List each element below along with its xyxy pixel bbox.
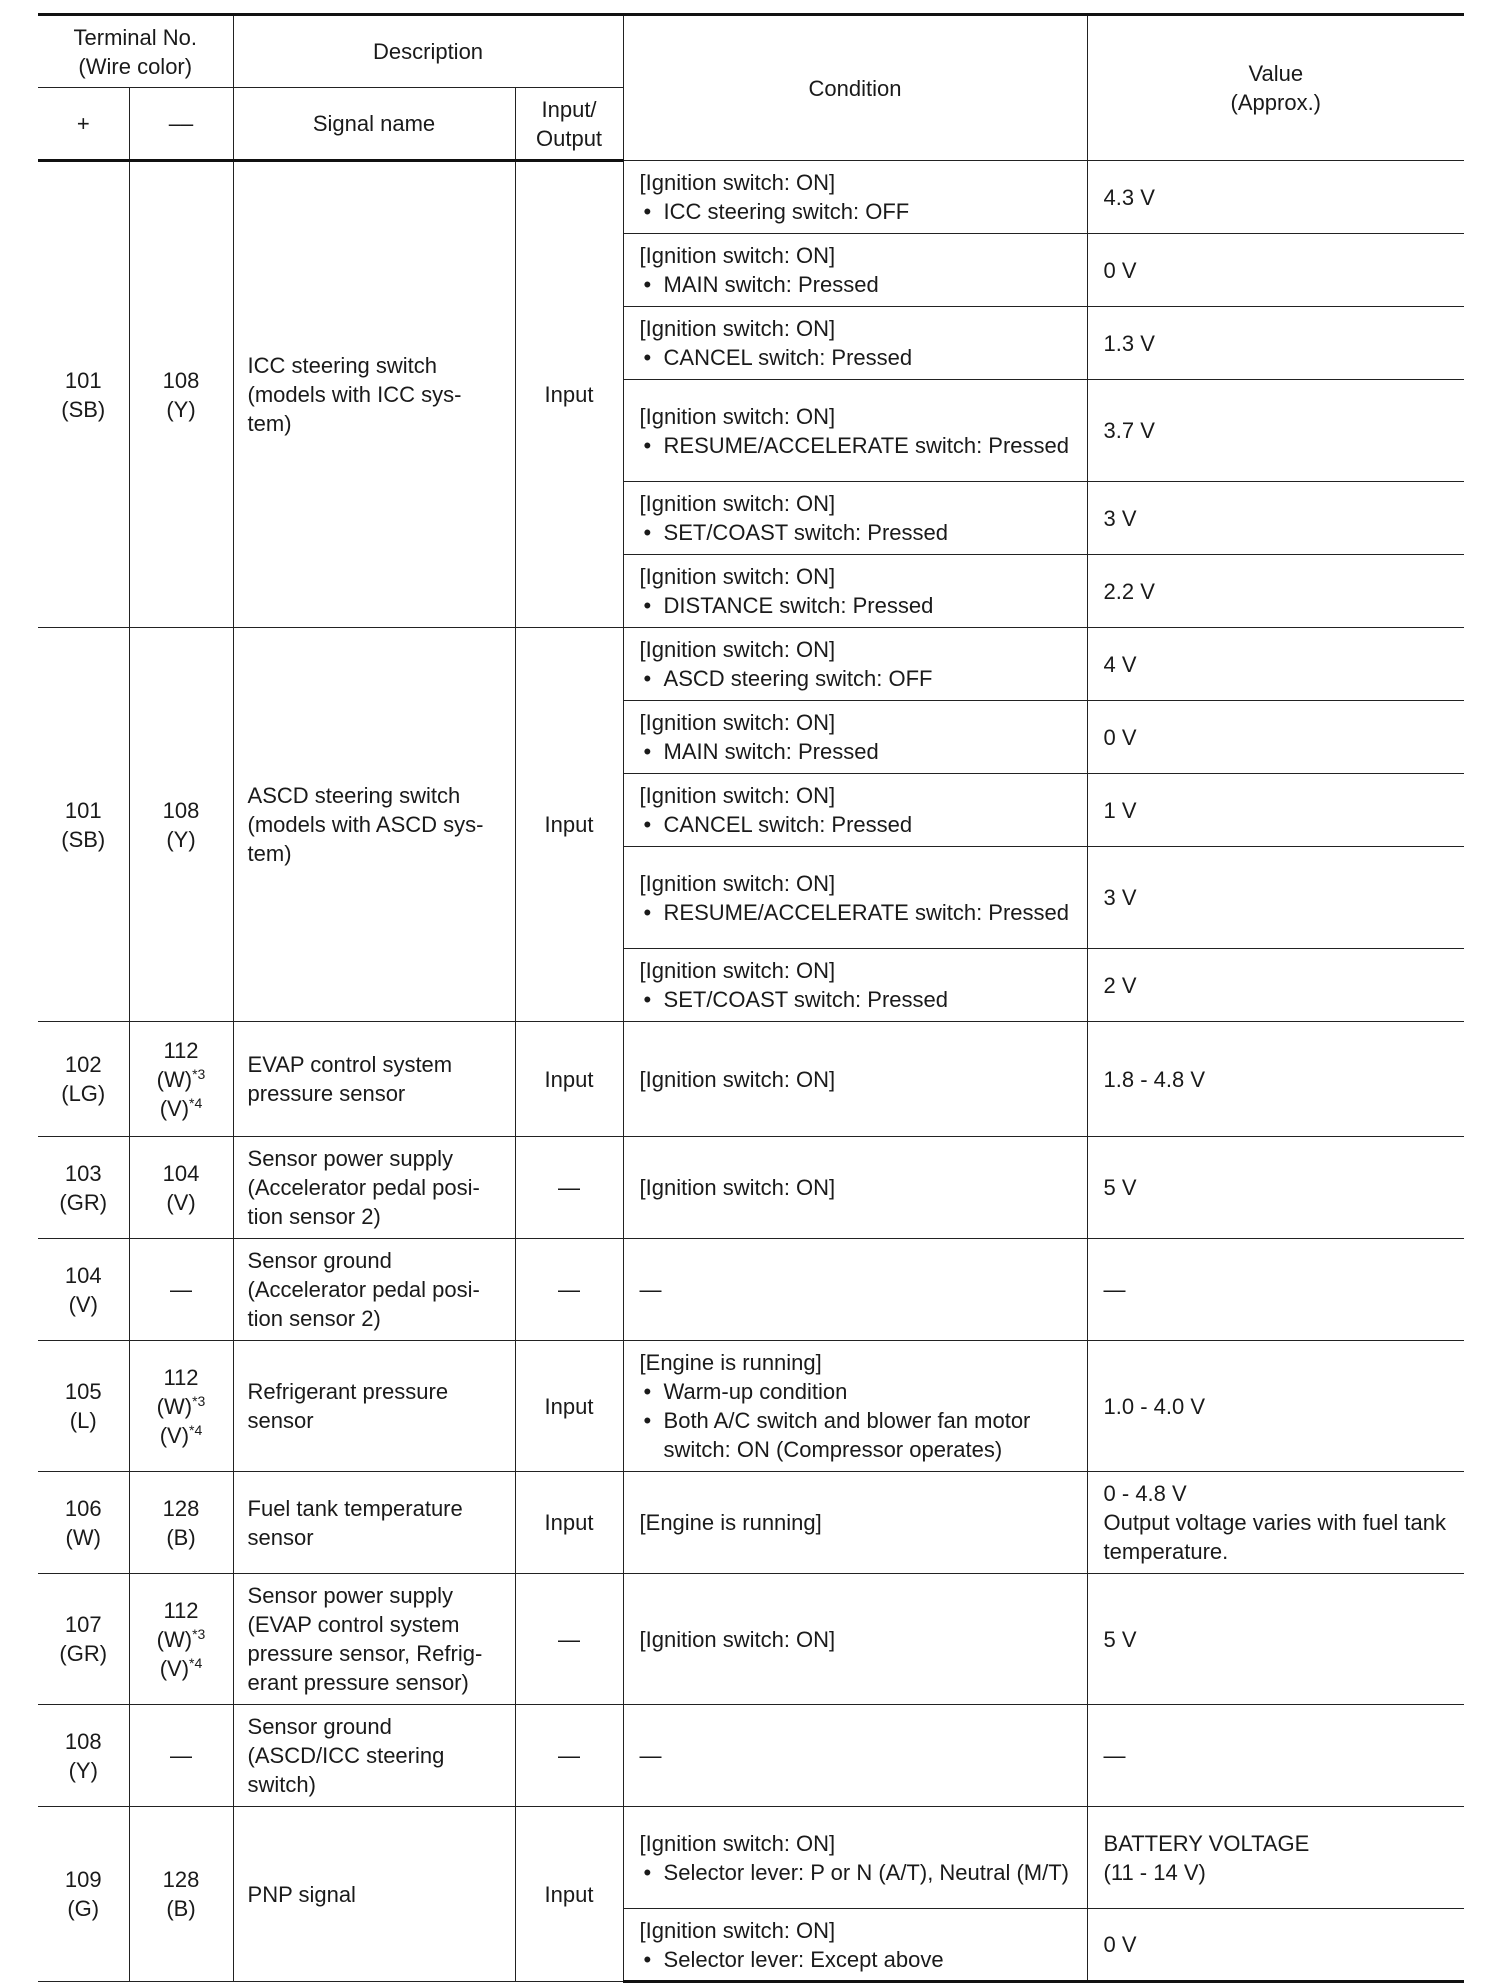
condition-head: [Ignition switch: ON] [639,1917,836,1943]
signal-name [233,1341,515,1472]
io-type: — [515,1705,623,1807]
table-row [38,1705,1464,1807]
table-row [38,1137,1464,1239]
value-cell: 4 V [1087,628,1464,701]
terminal-number: 102 [64,1052,102,1077]
terminal-number: 106 [64,1495,102,1521]
condition-head: [Ignition switch: ON] [639,637,836,662]
signal-name [233,1137,515,1239]
signal-line: Sensor power supply [247,1583,453,1608]
condition-item: • Warm-up condition [640,1377,1079,1406]
condition-cell [623,1341,1087,1472]
wire-color-v: (V) [159,1095,190,1121]
table-row [38,161,1464,234]
value-cell: 3 V [1087,847,1464,949]
signal-name [233,1705,515,1807]
value-cell: 3 V [1087,482,1464,555]
plus-terminal [38,628,129,1022]
value-cell [1087,1807,1464,1909]
wire-color: (W) [65,1524,101,1550]
signal-line: EVAP control system [247,1052,453,1077]
wire-color: (GR) [59,1189,108,1215]
value-cell: 3.7 V [1087,380,1464,482]
signal-name [233,161,515,628]
value-line: BATTERY VOLTAGE [1103,1830,1310,1856]
condition-cell: [Engine is running] [623,1472,1087,1574]
condition-cell: — [623,1239,1087,1341]
header-description: Description [233,15,623,88]
condition-cell [623,628,1087,701]
footnote-ref: *4 [189,1094,203,1111]
condition-head: [Engine is running] [639,1350,822,1375]
wire-color: (SB) [61,826,106,852]
minus-terminal [129,628,233,1022]
minus-terminal [129,1341,233,1472]
condition-head: [Ignition switch: ON] [639,958,836,983]
wire-color: (B) [166,1524,196,1550]
value-cell: 5 V [1087,1574,1464,1705]
value-cell: — [1087,1239,1464,1341]
signal-line: tion sensor 2) [247,1204,381,1229]
signal-line: Sensor power supply [247,1146,453,1171]
signal-line: Fuel tank temperature [247,1495,463,1521]
wire-color: (B) [166,1896,196,1921]
signal-name [233,1472,515,1574]
condition-head: [Ignition switch: ON] [639,403,836,429]
wire-color-w: (W) [156,1626,193,1652]
header-input-output [515,88,623,161]
signal-name [233,1022,515,1137]
condition-item: • ICC steering switch: OFF [640,197,1079,226]
value-note: Output voltage varies with fuel tank temperature. [1103,1510,1446,1564]
signal-line: tem) [247,841,292,866]
minus-terminal [129,1574,233,1705]
wire-color: (V) [68,1291,98,1317]
signal-line: (ASCD/ICC steering [247,1743,445,1768]
wire-color: (Y) [166,826,196,852]
condition-item: • SET/COAST switch: Pressed [640,985,1079,1014]
minus-terminal [129,1807,233,1982]
footnote-ref: *4 [189,1654,203,1671]
condition-cell [623,701,1087,774]
signal-line: Sensor ground [247,1714,392,1739]
condition-cell [623,482,1087,555]
header-io-line-1: Input/ [541,96,597,122]
value-cell: — [1087,1705,1464,1807]
condition-head: [Ignition switch: ON] [639,243,836,268]
header-terminal-no-label: Terminal No. [73,24,197,50]
plus-terminal [38,1022,129,1137]
condition-head: [Ignition switch: ON] [639,1830,836,1856]
wire-color [134,1625,229,1654]
signal-line: sensor [247,1524,314,1550]
header-value-approx-label: (Approx.) [1230,90,1322,115]
wire-color [134,1421,229,1450]
condition-cell [623,949,1087,1022]
wire-color [134,1654,229,1683]
condition-item: • Selector lever: Except above [640,1945,1079,1974]
condition-head: [Ignition switch: ON] [639,710,836,735]
header-value [1087,15,1464,161]
footnote-ref: *4 [189,1421,203,1438]
signal-line: tem) [247,411,292,436]
value-cell [1087,1472,1464,1574]
table-row [38,1472,1464,1574]
value-cell: 1.3 V [1087,307,1464,380]
condition-item: • CANCEL switch: Pressed [640,343,1079,372]
table-row [38,1022,1464,1137]
terminal-number: 104 [64,1262,102,1288]
condition-cell [623,380,1087,482]
wire-color-v: (V) [159,1422,190,1448]
signal-line: pressure sensor, Refrig- [247,1641,483,1666]
terminal-number: 108 [64,1728,102,1754]
condition-cell: [Ignition switch: ON] [623,1022,1087,1137]
condition-item: • MAIN switch: Pressed [640,737,1079,766]
wire-color-w: (W) [156,1066,193,1092]
terminal-number: 108 [162,797,200,823]
minus-terminal: — [129,1239,233,1341]
wire-color [134,1065,229,1094]
terminal-number: 128 [162,1867,200,1892]
table-row [38,1807,1464,1909]
io-type: Input [515,1022,623,1137]
terminal-number: 128 [162,1495,200,1521]
signal-line: PNP signal [247,1881,356,1907]
value-cell: 2.2 V [1087,555,1464,628]
condition-cell [623,234,1087,307]
condition-cell: [Ignition switch: ON] [623,1574,1087,1705]
io-type: Input [515,628,623,1022]
value-cell: 1.0 - 4.0 V [1087,1341,1464,1472]
terminal-number: 107 [64,1612,102,1637]
wire-color [134,1094,229,1123]
io-type: — [515,1239,623,1341]
minus-terminal: — [129,1705,233,1807]
condition-cell [623,1909,1087,1982]
plus-terminal [38,1705,129,1807]
io-type: — [515,1574,623,1705]
value-cell: 2 V [1087,949,1464,1022]
signal-line: pressure sensor [247,1081,406,1106]
condition-item: • MAIN switch: Pressed [640,270,1079,299]
value-line: (11 - 14 V) [1103,1859,1206,1885]
signal-line: ASCD steering switch [247,783,461,808]
value-line: 0 - 4.8 V [1103,1481,1187,1506]
value-cell: 1 V [1087,774,1464,847]
minus-terminal [129,161,233,628]
condition-head: [Ignition switch: ON] [639,564,836,589]
terminal-number: 112 [163,1364,199,1390]
value-cell: 1.8 - 4.8 V [1087,1022,1464,1137]
signal-name [233,1574,515,1705]
wire-color-v: (V) [159,1655,190,1681]
wire-color: (V) [166,1189,196,1215]
condition-cell [623,1807,1087,1909]
minus-terminal [129,1137,233,1239]
plus-terminal [38,1239,129,1341]
signal-line: (models with ICC sys- [247,382,462,407]
condition-cell: [Ignition switch: ON] [623,1137,1087,1239]
signal-line: switch) [247,1772,316,1797]
condition-cell [623,555,1087,628]
condition-cell [623,847,1087,949]
footnote-ref: *3 [192,1625,206,1642]
value-cell: 4.3 V [1087,161,1464,234]
terminal-number: 101 [64,367,102,393]
condition-cell [623,774,1087,847]
signal-name [233,1807,515,1982]
wire-color: (LG) [61,1081,106,1106]
plus-terminal [38,1807,129,1982]
terminal-number: 109 [64,1867,102,1892]
header-terminal-no [38,15,233,88]
header-minus: –– [129,88,233,161]
io-type: Input [515,1341,623,1472]
condition-item: • SET/COAST switch: Pressed [640,518,1079,547]
minus-terminal [129,1472,233,1574]
signal-line: (models with ASCD sys- [247,812,484,837]
value-cell: 0 V [1087,1909,1464,1982]
signal-line: (Accelerator pedal posi- [247,1175,480,1200]
condition-cell [623,307,1087,380]
terminal-number: 105 [64,1379,102,1404]
condition-item: • DISTANCE switch: Pressed [640,591,1079,620]
condition-head: [Ignition switch: ON] [639,870,836,896]
terminal-number: 108 [162,367,200,393]
header-wire-color-label: (Wire color) [78,53,193,79]
terminal-number: 104 [162,1160,200,1186]
signal-line: tion sensor 2) [247,1306,381,1331]
condition-head: [Ignition switch: ON] [639,491,836,516]
wire-color: (Y) [68,1757,98,1783]
terminal-table-page [38,13,1464,1983]
wire-color: (G) [67,1896,100,1921]
header-io-line-2: Output [536,125,603,151]
footnote-ref: *3 [192,1392,206,1409]
condition-item: • Selector lever: P or N (A/T), Neutral (M/T) [640,1858,1079,1887]
condition-item: • RESUME/ACCELERATE switch: Pressed [640,431,1079,460]
header-value-label: Value [1248,61,1304,86]
minus-terminal [129,1022,233,1137]
signal-line: sensor [247,1408,314,1433]
terminal-number: 112 [163,1597,199,1623]
plus-terminal [38,1137,129,1239]
value-cell: 0 V [1087,701,1464,774]
signal-line: erant pressure sensor) [247,1670,469,1695]
value-cell: 0 V [1087,234,1464,307]
condition-cell [623,161,1087,234]
condition-item: • Both A/C switch and blower fan motor switch: ON (Compressor operates) [640,1406,1079,1464]
signal-name [233,1239,515,1341]
terminal-number: 101 [64,797,102,823]
wire-color: (GR) [59,1641,108,1666]
condition-item: • RESUME/ACCELERATE switch: Pressed [640,898,1079,927]
wire-color [134,1392,229,1421]
signal-line: ICC steering switch [247,353,438,378]
io-type: Input [515,1472,623,1574]
condition-item: • CANCEL switch: Pressed [640,810,1079,839]
plus-terminal [38,1574,129,1705]
wire-color: (L) [69,1408,97,1433]
table-row [38,628,1464,701]
plus-terminal [38,1472,129,1574]
wire-color: (SB) [61,396,106,422]
header-signal-name: Signal name [233,88,515,161]
table-row [38,1341,1464,1472]
plus-terminal [38,161,129,628]
header-plus: + [38,88,129,161]
condition-head: [Ignition switch: ON] [639,170,836,195]
signal-line: (Accelerator pedal posi- [247,1277,480,1302]
io-type: — [515,1137,623,1239]
io-type: Input [515,1807,623,1982]
table-row [38,1574,1464,1705]
condition-head: [Ignition switch: ON] [639,316,836,341]
value-cell: 5 V [1087,1137,1464,1239]
table-row [38,1239,1464,1341]
condition-cell: — [623,1705,1087,1807]
io-type: Input [515,161,623,628]
terminal-number: 103 [64,1160,102,1186]
footnote-ref: *3 [192,1065,206,1082]
terminal-number: 112 [163,1037,199,1063]
plus-terminal [38,1341,129,1472]
ecm-terminal-table [38,13,1464,1983]
signal-line: Refrigerant pressure [247,1379,449,1404]
signal-line: (EVAP control system [247,1612,460,1637]
header-condition: Condition [623,15,1087,161]
condition-head: [Ignition switch: ON] [639,783,836,808]
signal-name [233,628,515,1022]
condition-item: • ASCD steering switch: OFF [640,664,1079,693]
wire-color: (Y) [166,396,196,422]
signal-line: Sensor ground [247,1248,392,1273]
wire-color-w: (W) [156,1393,193,1419]
